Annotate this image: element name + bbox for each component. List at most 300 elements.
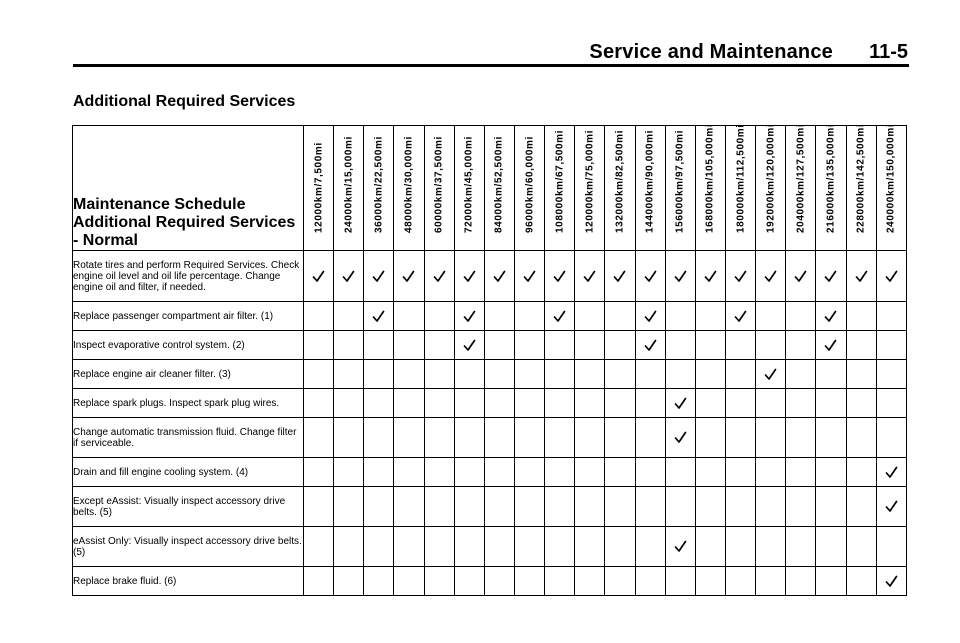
interval-cell: [876, 527, 906, 567]
interval-cell: [575, 418, 605, 458]
interval-label: 84000km/52,500mi: [493, 136, 505, 233]
interval-cell: [514, 302, 544, 331]
interval-cell: [484, 360, 514, 389]
interval-cell: [756, 527, 786, 567]
interval-cell: [304, 567, 334, 596]
interval-cell: [545, 458, 575, 487]
interval-cell: [725, 567, 755, 596]
interval-header: [514, 126, 544, 251]
interval-cell: [424, 487, 454, 527]
interval-label: 144000km/90,000mi: [644, 129, 656, 233]
checkmark-icon: [463, 310, 476, 323]
interval-cell: [304, 418, 334, 458]
interval-cell: [846, 331, 876, 360]
checkmark-icon: [463, 270, 476, 283]
interval-cell: [334, 458, 364, 487]
interval-cell: [454, 331, 484, 360]
checkmark-icon: [644, 270, 657, 283]
checkmark-icon: [824, 270, 837, 283]
service-task: Rotate tires and perform Required Services. Check engine oil level and oil life percentage. Change engine oil and filter, if needed.: [73, 251, 304, 302]
interval-cell: [514, 567, 544, 596]
maintenance-schedule-table: [72, 125, 907, 596]
interval-header-row: [73, 126, 907, 251]
checkmark-icon: [372, 310, 385, 323]
interval-cell: [394, 567, 424, 596]
interval-cell: [816, 331, 846, 360]
interval-cell: [605, 389, 635, 418]
interval-cell: [334, 302, 364, 331]
service-task: Replace spark plugs. Inspect spark plug wires.: [73, 389, 304, 418]
interval-cell: [364, 251, 394, 302]
interval-header: [665, 126, 695, 251]
interval-cell: [756, 251, 786, 302]
interval-cell: [876, 487, 906, 527]
interval-label: 96000km/60,000mi: [524, 136, 536, 233]
schedule-row: [73, 331, 907, 360]
interval-cell: [725, 487, 755, 527]
interval-cell: [394, 331, 424, 360]
interval-cell: [334, 389, 364, 418]
service-task: Inspect evaporative control system. (2): [73, 331, 304, 360]
interval-cell: [545, 418, 575, 458]
interval-cell: [665, 418, 695, 458]
interval-cell: [695, 331, 725, 360]
interval-cell: [304, 302, 334, 331]
interval-cell: [695, 251, 725, 302]
interval-cell: [454, 458, 484, 487]
interval-cell: [725, 389, 755, 418]
interval-cell: [756, 487, 786, 527]
interval-cell: [424, 302, 454, 331]
interval-cell: [545, 360, 575, 389]
interval-header: [575, 126, 605, 251]
checkmark-icon: [402, 270, 415, 283]
interval-cell: [364, 458, 394, 487]
interval-cell: [575, 331, 605, 360]
interval-cell: [575, 389, 605, 418]
interval-cell: [786, 360, 816, 389]
interval-cell: [514, 458, 544, 487]
interval-cell: [545, 251, 575, 302]
interval-cell: [605, 458, 635, 487]
interval-cell: [876, 360, 906, 389]
interval-cell: [304, 458, 334, 487]
interval-cell: [665, 251, 695, 302]
interval-cell: [816, 302, 846, 331]
interval-header: [846, 123, 876, 251]
checkmark-icon: [342, 270, 355, 283]
interval-cell: [484, 458, 514, 487]
schedule-row: [73, 389, 907, 418]
checkmark-icon: [523, 270, 536, 283]
interval-cell: [665, 567, 695, 596]
interval-cell: [846, 418, 876, 458]
interval-cell: [756, 418, 786, 458]
interval-header: [454, 126, 484, 251]
interval-cell: [545, 487, 575, 527]
interval-cell: [605, 331, 635, 360]
interval-cell: [514, 418, 544, 458]
interval-cell: [725, 360, 755, 389]
interval-cell: [575, 527, 605, 567]
interval-cell: [364, 418, 394, 458]
checkmark-icon: [885, 575, 898, 588]
interval-cell: [454, 251, 484, 302]
interval-cell: [695, 527, 725, 567]
interval-header: [725, 126, 755, 251]
interval-cell: [786, 487, 816, 527]
interval-cell: [514, 360, 544, 389]
interval-cell: [454, 567, 484, 596]
interval-cell: [545, 527, 575, 567]
interval-header: [394, 126, 424, 251]
interval-cell: [816, 487, 846, 527]
interval-cell: [424, 458, 454, 487]
schedule-row: [73, 360, 907, 389]
interval-cell: [756, 331, 786, 360]
interval-cell: [334, 527, 364, 567]
interval-cell: [394, 458, 424, 487]
checkmark-icon: [674, 270, 687, 283]
service-task: Replace engine air cleaner filter. (3): [73, 360, 304, 389]
interval-header: [424, 126, 454, 251]
interval-cell: [545, 331, 575, 360]
interval-cell: [725, 458, 755, 487]
checkmark-icon: [885, 466, 898, 479]
interval-cell: [364, 527, 394, 567]
interval-cell: [816, 251, 846, 302]
interval-label: 180000km/112,500mi: [735, 124, 747, 233]
interval-label: 168000km/105,000mi: [704, 123, 716, 233]
interval-cell: [786, 567, 816, 596]
interval-cell: [786, 458, 816, 487]
service-task: Replace brake fluid. (6): [73, 567, 304, 596]
interval-cell: [695, 302, 725, 331]
interval-cell: [695, 418, 725, 458]
interval-cell: [575, 487, 605, 527]
interval-cell: [424, 389, 454, 418]
section-title: Additional Required Services: [73, 93, 296, 110]
interval-cell: [304, 527, 334, 567]
interval-cell: [424, 331, 454, 360]
interval-cell: [364, 487, 394, 527]
interval-header: [304, 126, 334, 251]
interval-label: 24000km/15,000mi: [343, 136, 355, 233]
interval-label: 216000km/135,000mi: [825, 123, 837, 233]
schedule-row: [73, 487, 907, 527]
interval-label: 60000km/37,500mi: [433, 136, 445, 233]
interval-cell: [756, 360, 786, 389]
interval-cell: [514, 487, 544, 527]
checkmark-icon: [613, 270, 626, 283]
schedule-row: [73, 302, 907, 331]
checkmark-icon: [824, 339, 837, 352]
interval-cell: [816, 567, 846, 596]
interval-cell: [786, 331, 816, 360]
schedule-row: [73, 251, 907, 302]
page-header-title: Service and Maintenance: [589, 41, 833, 63]
interval-header: [364, 126, 394, 251]
interval-cell: [725, 331, 755, 360]
interval-cell: [725, 418, 755, 458]
interval-cell: [454, 418, 484, 458]
interval-cell: [665, 360, 695, 389]
interval-cell: [334, 487, 364, 527]
interval-header: [816, 123, 846, 251]
checkmark-icon: [885, 500, 898, 513]
interval-header: [876, 123, 906, 251]
interval-cell: [816, 389, 846, 418]
interval-cell: [334, 360, 364, 389]
interval-cell: [635, 458, 665, 487]
interval-header: [635, 126, 665, 251]
interval-cell: [575, 251, 605, 302]
interval-cell: [605, 302, 635, 331]
page-number: 11-5: [869, 41, 908, 63]
interval-cell: [484, 251, 514, 302]
interval-cell: [575, 458, 605, 487]
interval-cell: [605, 360, 635, 389]
interval-cell: [575, 360, 605, 389]
interval-header: [756, 123, 786, 251]
interval-cell: [304, 251, 334, 302]
interval-cell: [635, 302, 665, 331]
interval-cell: [394, 302, 424, 331]
interval-cell: [484, 527, 514, 567]
checkmark-icon: [824, 310, 837, 323]
interval-cell: [394, 360, 424, 389]
interval-cell: [695, 458, 725, 487]
interval-cell: [846, 251, 876, 302]
interval-cell: [514, 527, 544, 567]
schedule-row: [73, 458, 907, 487]
interval-cell: [605, 527, 635, 567]
interval-cell: [334, 418, 364, 458]
interval-cell: [635, 389, 665, 418]
checkmark-icon: [674, 431, 687, 444]
service-task: Except eAssist: Visually inspect accessory drive belts. (5): [73, 487, 304, 527]
interval-cell: [424, 251, 454, 302]
interval-cell: [484, 389, 514, 418]
interval-cell: [816, 360, 846, 389]
schedule-corner-label: Maintenance Schedule Additional Required Services - Normal: [73, 126, 304, 251]
interval-cell: [756, 389, 786, 418]
interval-cell: [454, 527, 484, 567]
interval-cell: [484, 302, 514, 331]
interval-label: 228000km/142,500mi: [855, 123, 867, 233]
interval-cell: [394, 251, 424, 302]
interval-cell: [605, 567, 635, 596]
interval-cell: [635, 331, 665, 360]
interval-cell: [695, 567, 725, 596]
interval-cell: [334, 331, 364, 360]
schedule-row: [73, 527, 907, 567]
interval-label: 192000km/120,000mi: [765, 123, 777, 233]
interval-cell: [846, 302, 876, 331]
interval-cell: [665, 527, 695, 567]
checkmark-icon: [674, 397, 687, 410]
checkmark-icon: [644, 339, 657, 352]
interval-cell: [364, 567, 394, 596]
interval-cell: [695, 389, 725, 418]
interval-label: 12000km/7,500mi: [313, 142, 325, 233]
interval-label: 156000km/97,500mi: [674, 129, 686, 233]
interval-cell: [725, 527, 755, 567]
interval-cell: [454, 487, 484, 527]
interval-cell: [605, 487, 635, 527]
interval-cell: [846, 567, 876, 596]
interval-cell: [756, 302, 786, 331]
interval-cell: [816, 418, 846, 458]
interval-cell: [454, 389, 484, 418]
interval-cell: [514, 389, 544, 418]
interval-cell: [695, 360, 725, 389]
checkmark-icon: [583, 270, 596, 283]
interval-cell: [816, 527, 846, 567]
interval-cell: [665, 487, 695, 527]
interval-cell: [846, 360, 876, 389]
service-task: Replace passenger compartment air filter. (1): [73, 302, 304, 331]
interval-cell: [545, 302, 575, 331]
checkmark-icon: [855, 270, 868, 283]
interval-cell: [876, 331, 906, 360]
interval-header: [605, 126, 635, 251]
interval-cell: [665, 302, 695, 331]
service-task: Change automatic transmission fluid. Change filter if serviceable.: [73, 418, 304, 458]
checkmark-icon: [553, 270, 566, 283]
interval-cell: [786, 389, 816, 418]
checkmark-icon: [704, 270, 717, 283]
interval-cell: [484, 331, 514, 360]
schedule-body: [73, 251, 907, 596]
checkmark-icon: [885, 270, 898, 283]
interval-label: 240000km/150,000mi: [885, 123, 897, 233]
interval-cell: [876, 389, 906, 418]
checkmark-icon: [312, 270, 325, 283]
interval-cell: [304, 331, 334, 360]
interval-header: [545, 126, 575, 251]
interval-cell: [545, 389, 575, 418]
checkmark-icon: [734, 310, 747, 323]
checkmark-icon: [644, 310, 657, 323]
checkmark-icon: [764, 368, 777, 381]
interval-cell: [394, 487, 424, 527]
interval-cell: [304, 360, 334, 389]
interval-label: 120000km/75,000mi: [584, 129, 596, 233]
interval-header: [334, 126, 364, 251]
interval-cell: [424, 527, 454, 567]
interval-cell: [786, 418, 816, 458]
interval-cell: [454, 360, 484, 389]
interval-header: [484, 126, 514, 251]
interval-header: [786, 123, 816, 251]
service-task: eAssist Only: Visually inspect accessory drive belts. (5): [73, 527, 304, 567]
service-task: Drain and fill engine cooling system. (4): [73, 458, 304, 487]
interval-cell: [725, 251, 755, 302]
interval-cell: [786, 302, 816, 331]
interval-cell: [575, 302, 605, 331]
checkmark-icon: [553, 310, 566, 323]
interval-cell: [846, 487, 876, 527]
interval-cell: [635, 418, 665, 458]
checkmark-icon: [734, 270, 747, 283]
checkmark-icon: [674, 540, 687, 553]
interval-cell: [545, 567, 575, 596]
interval-cell: [514, 251, 544, 302]
interval-cell: [394, 389, 424, 418]
interval-label: 48000km/30,000mi: [403, 136, 415, 233]
interval-cell: [876, 567, 906, 596]
interval-label: 72000km/45,000mi: [463, 136, 475, 233]
interval-cell: [876, 251, 906, 302]
page-header: [73, 40, 909, 67]
schedule-row: [73, 418, 907, 458]
interval-cell: [605, 418, 635, 458]
interval-cell: [635, 487, 665, 527]
interval-cell: [424, 360, 454, 389]
interval-cell: [786, 527, 816, 567]
interval-cell: [484, 418, 514, 458]
interval-cell: [876, 302, 906, 331]
interval-cell: [394, 418, 424, 458]
interval-cell: [304, 389, 334, 418]
checkmark-icon: [794, 270, 807, 283]
checkmark-icon: [463, 339, 476, 352]
header-rule: [73, 64, 909, 67]
interval-label: 204000km/127,500mi: [795, 123, 807, 233]
interval-cell: [876, 458, 906, 487]
interval-cell: [334, 251, 364, 302]
interval-cell: [786, 251, 816, 302]
interval-cell: [756, 458, 786, 487]
interval-cell: [635, 360, 665, 389]
interval-cell: [575, 567, 605, 596]
interval-cell: [635, 251, 665, 302]
interval-cell: [484, 487, 514, 527]
interval-cell: [635, 567, 665, 596]
interval-label: 108000km/67,500mi: [554, 129, 566, 233]
interval-label: 36000km/22,500mi: [373, 136, 385, 233]
schedule-row: [73, 567, 907, 596]
interval-cell: [364, 360, 394, 389]
interval-cell: [846, 458, 876, 487]
interval-cell: [424, 567, 454, 596]
checkmark-icon: [764, 270, 777, 283]
interval-cell: [846, 527, 876, 567]
interval-cell: [394, 527, 424, 567]
checkmark-icon: [372, 270, 385, 283]
interval-cell: [846, 389, 876, 418]
interval-cell: [454, 302, 484, 331]
interval-cell: [665, 331, 695, 360]
interval-cell: [334, 567, 364, 596]
interval-cell: [364, 389, 394, 418]
interval-cell: [816, 458, 846, 487]
interval-cell: [304, 487, 334, 527]
interval-cell: [364, 302, 394, 331]
interval-cell: [514, 331, 544, 360]
interval-cell: [635, 527, 665, 567]
checkmark-icon: [433, 270, 446, 283]
interval-cell: [364, 331, 394, 360]
interval-cell: [484, 567, 514, 596]
interval-label: 132000km/82,500mi: [614, 129, 626, 233]
interval-cell: [665, 389, 695, 418]
interval-cell: [665, 458, 695, 487]
interval-cell: [695, 487, 725, 527]
interval-header: [695, 123, 725, 251]
interval-cell: [424, 418, 454, 458]
